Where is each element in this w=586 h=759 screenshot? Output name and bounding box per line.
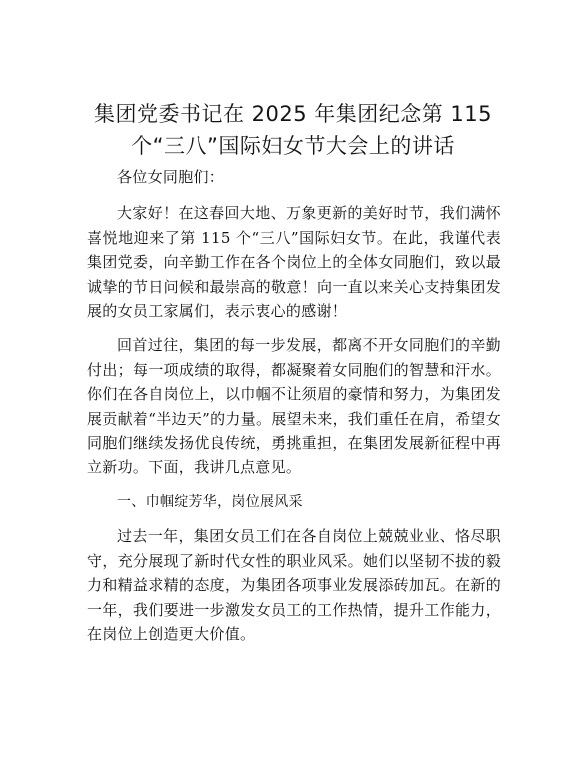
paragraph-greeting: 大家好！在这春回大地、万象更新的美好时节，我们满怀喜悦地迎来了第 115 个“三八”国际妇女节。在此，我谨代表集团党委，向辛勤工作在各个岗位上的全体女同胞们，致以最诚挚的节日问候和最崇高的敬意！向一直以来关心支持集团发展的女员工家属们，表示衷心的感谢！ xyxy=(87,204,501,321)
paragraph-review: 回首过往，集团的每一步发展，都离不开女同胞们的辛勤付出；每一项成绩的取得，都凝聚着女同胞们的智慧和汗水。你们在各自岗位上，以巾帼不让须眉的豪情和努力，为集团发展贡献着“半边天”的力量。展望未来，我们重任在肩，希望女同胞们继续发扬优良传统，勇挑重担，在集团发展新征程中再立新功。下面，我讲几点意见。 xyxy=(87,336,501,477)
section-1-paragraph: 过去一年，集团女员工们在各自岗位上兢兢业业、恪尽职守，充分展现了新时代女性的职业风采。她们以坚韧不拔的毅力和精益求精的态度，为集团各项事业发展添砖加瓦。在新的一年，我们要进一步激发女员工的工作热情，提升工作能力，在岗位上创造更大价值。 xyxy=(87,527,501,643)
salutation: 各位女同胞们： xyxy=(117,168,225,186)
section-heading-1: 一、巾帼绽芳华，岗位展风采 xyxy=(117,493,303,510)
document-title: 集团党委书记在 2025 年集团纪念第 115 个“三八”国际妇女节大会上的讲话 xyxy=(93,102,493,158)
document-body xyxy=(87,165,501,656)
